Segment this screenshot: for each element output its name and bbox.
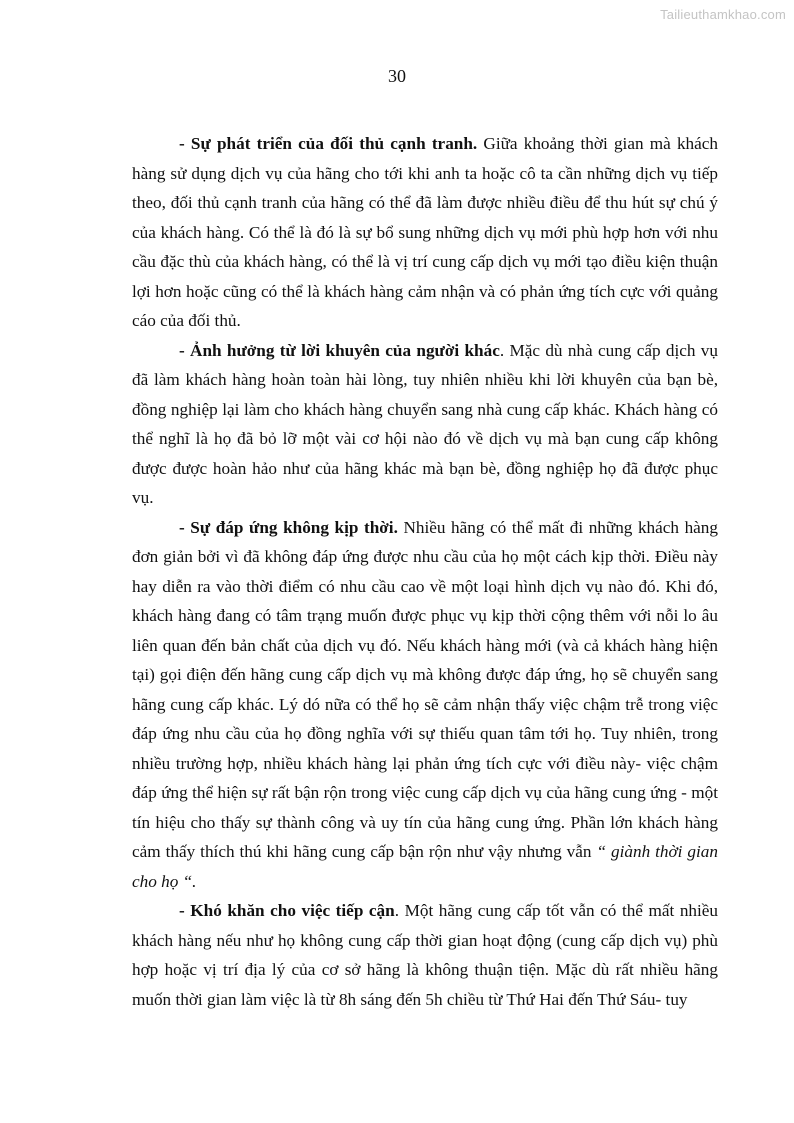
watermark: Tailieuthamkhao.com xyxy=(660,7,786,22)
paragraph-competitor-development xyxy=(132,129,718,336)
paragraph-heading: - Sự phát triển của đối thủ cạnh tranh. xyxy=(179,134,478,153)
page-number: 30 xyxy=(388,66,406,86)
paragraph-text: Giữa khoảng thời gian mà khách hàng sử dụng dịch vụ của hãng cho tới khi anh ta hoặc cô ta cần những dịch vụ tiếp theo, đối thủ cạnh tranh của hãng có thể đã làm được nhiều điều để thu hút sự chú ý của khách hàng. Có thể là đó là sự bổ sung những dịch vụ mới phù hợp hơn với nhu cầu đặc thù của khách hàng, có thể là vị trí cung cấp dịch vụ mới tạo điều kiện thuận lợi hơn hoặc cũng có thể là khách hàng cảm nhận và có phản ứng tích cực với quảng cáo của đối thủ. xyxy=(132,134,718,330)
paragraph-access-difficulty xyxy=(132,896,718,1014)
paragraph-quote: “ giành thời gian cho họ “. xyxy=(132,842,718,891)
paragraph-untimely-response xyxy=(132,513,718,897)
paragraph-heading: - Khó khăn cho việc tiếp cận xyxy=(179,901,395,920)
paragraph-text: . Mặc dù nhà cung cấp dịch vụ đã làm khách hàng hoàn toàn hài lòng, tuy nhiên nhiều khi lời khuyên của bạn bè, đồng nghiệp lại làm cho khách hàng chuyển sang nhà cung cấp khác. Khách hàng có thể nghĩ là họ đã bỏ lỡ một vài cơ hội nào đó về dịch vụ mà bạn cung cấp không được được hoàn hảo như của hãng khác mà bạn bè, đồng nghiệp họ đã được phục vụ. xyxy=(132,340,718,507)
paragraph-text: Nhiều hãng có thể mất đi những khách hàng đơn giản bởi vì đã không đáp ứng được nhu cầu của họ một cách kịp thời. Điều này hay diễn ra vào thời điểm có nhu cầu cao về một loại hình dịch vụ nào đó. Khi đó, khách hàng đang có tâm trạng muốn được phục vụ kịp thời cộng thêm với nỗi lo âu liên quan đến bản chất của dịch vụ đó. Nếu khách hàng mới (và cả khách hàng hiện tại) gọi điện đến hãng cung cấp dịch vụ mà không được đáp ứng, họ sẽ chuyển sang hãng cung cấp khác. Lý dó nữa có thể họ sẽ cảm nhận thấy việc chậm trễ trong việc đáp ứng nhu cầu của họ đồng nghĩa với sự thiếu quan tâm tới họ. Tuy nhiên, trong nhiều trường hợp, nhiều khách hàng lại phản ứng tích cực với điều này- việc chậm đáp ứng thể hiện sự rất bận rộn trong việc cung cấp dịch vụ của hãng cung ứng - một tín hiệu cho thấy sự thành công và uy tín của hãng cung ứng. Phần lớn khách hàng cảm thấy thích thú khi hãng cung cấp bận rộn như vậy nhưng vẫn xyxy=(132,517,718,861)
document-body xyxy=(132,129,718,1014)
paragraph-heading: - Ảnh hưởng từ lời khuyên của người khác xyxy=(179,340,500,360)
paragraph-heading: - Sự đáp ứng không kịp thời. xyxy=(179,517,398,537)
paragraph-advice-influence xyxy=(132,336,718,513)
paragraph-text: . Một hãng cung cấp tốt vẫn có thể mất nhiều khách hàng nếu như họ không cung cấp thời gian hoạt động (cung cấp dịch vụ) phù hợp hoặc vị trí địa lý của cơ sở hãng là không thuận tiện. Mặc dù rất nhiều hãng muốn thời gian làm việc là từ 8h sáng đến 5h chiều từ Thứ Hai đến Thứ Sáu- tuy xyxy=(132,901,719,1009)
